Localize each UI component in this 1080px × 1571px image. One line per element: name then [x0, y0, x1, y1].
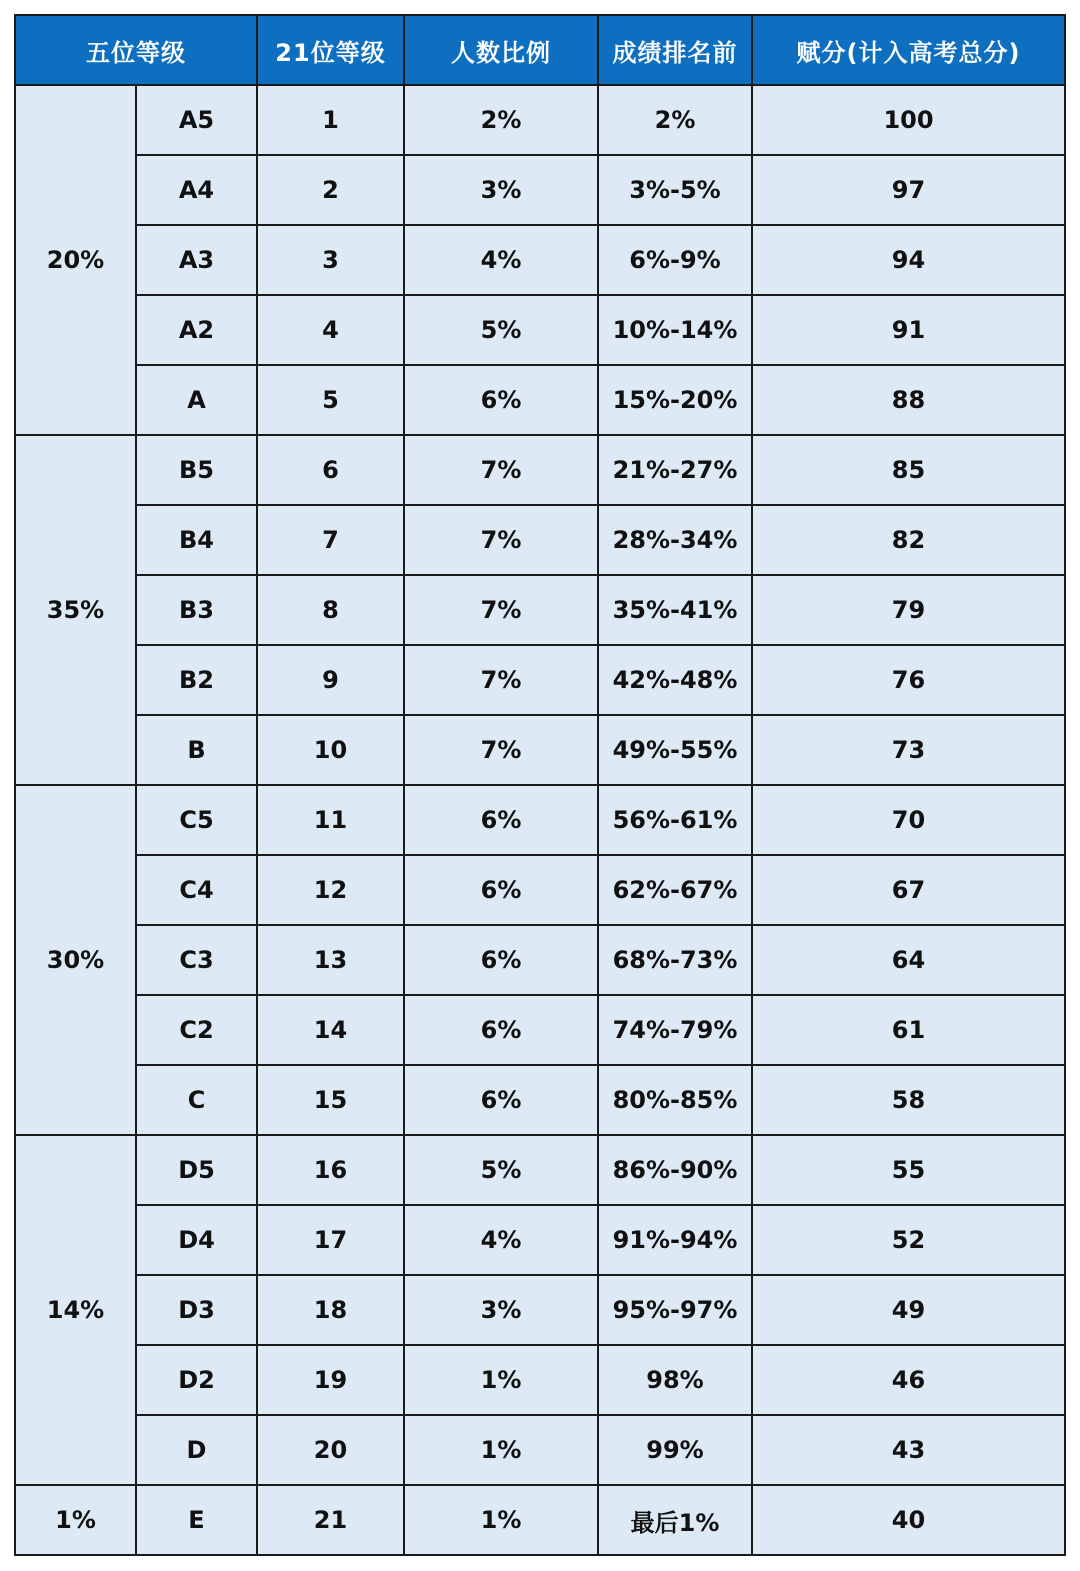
- level-cell: 2: [257, 155, 404, 225]
- score-cell: 91: [752, 295, 1065, 365]
- grade-cell: E: [136, 1485, 257, 1555]
- score-cell: 79: [752, 575, 1065, 645]
- grade-cell: B2: [136, 645, 257, 715]
- grade-cell: A2: [136, 295, 257, 365]
- table-row: [15, 155, 1065, 225]
- level-cell: 19: [257, 1345, 404, 1415]
- level-cell: 10: [257, 715, 404, 785]
- table-row: [15, 855, 1065, 925]
- level-cell: 18: [257, 1275, 404, 1345]
- grade-cell: D: [136, 1415, 257, 1485]
- level-cell: 8: [257, 575, 404, 645]
- level-cell: 21: [257, 1485, 404, 1555]
- level-cell: 9: [257, 645, 404, 715]
- score-cell: 73: [752, 715, 1065, 785]
- grade-cell: B4: [136, 505, 257, 575]
- level-cell: 20: [257, 1415, 404, 1485]
- ratio-cell: 4%: [404, 1205, 598, 1275]
- grade-cell: A5: [136, 85, 257, 155]
- score-cell: 43: [752, 1415, 1065, 1485]
- rank-cell: 86%-90%: [598, 1135, 752, 1205]
- ratio-cell: 5%: [404, 1135, 598, 1205]
- ratio-cell: 1%: [404, 1415, 598, 1485]
- rank-cell: 95%-97%: [598, 1275, 752, 1345]
- rank-cell: 68%-73%: [598, 925, 752, 995]
- ratio-cell: 1%: [404, 1485, 598, 1555]
- rank-cell: 99%: [598, 1415, 752, 1485]
- ratio-cell: 6%: [404, 925, 598, 995]
- ratio-cell: 7%: [404, 715, 598, 785]
- table-row: [15, 435, 1065, 505]
- rank-cell: 56%-61%: [598, 785, 752, 855]
- grade-cell: A: [136, 365, 257, 435]
- header-score: 赋分(计入高考总分): [752, 15, 1065, 85]
- grade-cell: C2: [136, 995, 257, 1065]
- rank-cell: 49%-55%: [598, 715, 752, 785]
- level-cell: 1: [257, 85, 404, 155]
- level-cell: 14: [257, 995, 404, 1065]
- level-cell: 11: [257, 785, 404, 855]
- table-header: [15, 15, 1065, 85]
- score-cell: 55: [752, 1135, 1065, 1205]
- grade-cell: D3: [136, 1275, 257, 1345]
- ratio-cell: 1%: [404, 1345, 598, 1415]
- ratio-cell: 7%: [404, 505, 598, 575]
- ratio-cell: 6%: [404, 995, 598, 1065]
- header-row: [15, 15, 1065, 85]
- score-cell: 82: [752, 505, 1065, 575]
- header-five-level: 五位等级: [15, 15, 257, 85]
- level-cell: 5: [257, 365, 404, 435]
- table-row: [15, 295, 1065, 365]
- level-cell: 17: [257, 1205, 404, 1275]
- table-row: [15, 1205, 1065, 1275]
- table-row: [15, 785, 1065, 855]
- score-cell: 76: [752, 645, 1065, 715]
- table-row: [15, 1275, 1065, 1345]
- table-row: [15, 715, 1065, 785]
- level-cell: 16: [257, 1135, 404, 1205]
- table-row: [15, 925, 1065, 995]
- grade-cell: A4: [136, 155, 257, 225]
- ratio-cell: 4%: [404, 225, 598, 295]
- grade-cell: C3: [136, 925, 257, 995]
- ratio-cell: 6%: [404, 1065, 598, 1135]
- table-row: [15, 225, 1065, 295]
- rank-cell: 最后1%: [598, 1485, 752, 1555]
- level-cell: 7: [257, 505, 404, 575]
- group-ratio-cell: 20%: [15, 85, 136, 435]
- table-row: [15, 995, 1065, 1065]
- rank-cell: 3%-5%: [598, 155, 752, 225]
- grade-cell: B5: [136, 435, 257, 505]
- table-row: [15, 575, 1065, 645]
- rank-cell: 98%: [598, 1345, 752, 1415]
- level-cell: 6: [257, 435, 404, 505]
- score-cell: 67: [752, 855, 1065, 925]
- rank-cell: 35%-41%: [598, 575, 752, 645]
- table-body: [15, 85, 1065, 1555]
- table-row: [15, 1345, 1065, 1415]
- score-cell: 40: [752, 1485, 1065, 1555]
- rank-cell: 2%: [598, 85, 752, 155]
- grade-cell: A3: [136, 225, 257, 295]
- level-cell: 3: [257, 225, 404, 295]
- rank-cell: 62%-67%: [598, 855, 752, 925]
- table-row: [15, 1485, 1065, 1555]
- grade-cell: B: [136, 715, 257, 785]
- table-row: [15, 1415, 1065, 1485]
- score-cell: 94: [752, 225, 1065, 295]
- ratio-cell: 7%: [404, 645, 598, 715]
- grade-cell: D2: [136, 1345, 257, 1415]
- rank-cell: 80%-85%: [598, 1065, 752, 1135]
- table-row: [15, 1065, 1065, 1135]
- score-cell: 88: [752, 365, 1065, 435]
- rank-cell: 10%-14%: [598, 295, 752, 365]
- level-cell: 13: [257, 925, 404, 995]
- rank-cell: 21%-27%: [598, 435, 752, 505]
- ratio-cell: 5%: [404, 295, 598, 365]
- grade-cell: C: [136, 1065, 257, 1135]
- ratio-cell: 2%: [404, 85, 598, 155]
- level-cell: 4: [257, 295, 404, 365]
- table-row: [15, 1135, 1065, 1205]
- table-row: [15, 505, 1065, 575]
- ratio-cell: 7%: [404, 435, 598, 505]
- grade-cell: D5: [136, 1135, 257, 1205]
- grade-table: [14, 14, 1066, 1556]
- score-cell: 52: [752, 1205, 1065, 1275]
- table-row: [15, 645, 1065, 715]
- score-cell: 46: [752, 1345, 1065, 1415]
- header-ratio: 人数比例: [404, 15, 598, 85]
- grade-cell: D4: [136, 1205, 257, 1275]
- score-cell: 100: [752, 85, 1065, 155]
- group-ratio-cell: 30%: [15, 785, 136, 1135]
- ratio-cell: 6%: [404, 855, 598, 925]
- ratio-cell: 3%: [404, 1275, 598, 1345]
- header-rank: 成绩排名前: [598, 15, 752, 85]
- grade-cell: C5: [136, 785, 257, 855]
- level-cell: 15: [257, 1065, 404, 1135]
- score-cell: 58: [752, 1065, 1065, 1135]
- score-cell: 85: [752, 435, 1065, 505]
- table-row: [15, 365, 1065, 435]
- group-ratio-cell: 1%: [15, 1485, 136, 1555]
- rank-cell: 42%-48%: [598, 645, 752, 715]
- ratio-cell: 6%: [404, 365, 598, 435]
- ratio-cell: 6%: [404, 785, 598, 855]
- table-row: [15, 85, 1065, 155]
- grade-cell: C4: [136, 855, 257, 925]
- group-ratio-cell: 14%: [15, 1135, 136, 1485]
- score-cell: 70: [752, 785, 1065, 855]
- rank-cell: 91%-94%: [598, 1205, 752, 1275]
- score-cell: 61: [752, 995, 1065, 1065]
- rank-cell: 6%-9%: [598, 225, 752, 295]
- rank-cell: 28%-34%: [598, 505, 752, 575]
- rank-cell: 74%-79%: [598, 995, 752, 1065]
- group-ratio-cell: 35%: [15, 435, 136, 785]
- score-cell: 49: [752, 1275, 1065, 1345]
- ratio-cell: 3%: [404, 155, 598, 225]
- level-cell: 12: [257, 855, 404, 925]
- header-21-level: 21位等级: [257, 15, 404, 85]
- score-cell: 97: [752, 155, 1065, 225]
- rank-cell: 15%-20%: [598, 365, 752, 435]
- ratio-cell: 7%: [404, 575, 598, 645]
- grade-cell: B3: [136, 575, 257, 645]
- score-cell: 64: [752, 925, 1065, 995]
